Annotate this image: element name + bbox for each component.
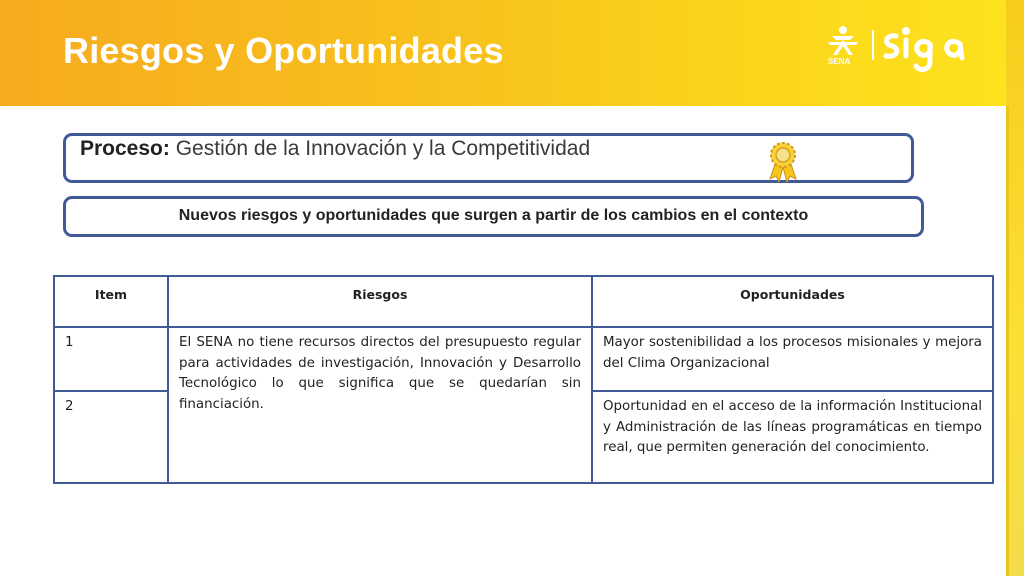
process-value: Gestión de la Innovación y la Competitividad <box>175 137 591 160</box>
riesgo-cell: El SENA no tiene recursos directos del presupuesto regular para actividades de investigación, Innovación y Desarrollo Tecnológico lo que significa que se quedarían sin financiación. <box>168 327 592 483</box>
siga-logo <box>886 30 962 70</box>
oportunidad-cell: Oportunidad en el acceso de la información Institucional y Administración de las líneas programáticas en tiempo real, que permiten generación del conocimiento. <box>592 391 993 483</box>
subheading-text: Nuevos riesgos y oportunidades que surgen a partir de los cambios en el contexto <box>178 207 809 224</box>
header-riesgos: Riesgos <box>168 276 592 327</box>
logo-divider <box>872 30 874 60</box>
right-edge-line <box>1006 106 1009 576</box>
sena-logo <box>828 26 858 66</box>
award-ribbon-icon <box>766 141 800 183</box>
slide-title: Riesgos y Oportunidades <box>63 30 504 71</box>
process-box <box>63 133 914 183</box>
subheading-box <box>63 196 924 237</box>
brand-logos <box>826 22 976 74</box>
process-line <box>80 137 590 161</box>
item-cell: 1 <box>54 327 168 391</box>
svg-text:SENA: SENA <box>828 57 851 66</box>
risks-table <box>53 275 994 484</box>
process-label: Proceso: <box>80 137 170 160</box>
header-band <box>0 0 1024 106</box>
header-oportunidades: Oportunidades <box>592 276 993 327</box>
oportunidad-cell: Mayor sostenibilidad a los procesos misionales y mejora del Clima Organizacional <box>592 327 993 391</box>
table-header-row <box>54 276 993 327</box>
table-row <box>54 327 993 391</box>
item-cell: 2 <box>54 391 168 483</box>
header-item: Item <box>54 276 168 327</box>
